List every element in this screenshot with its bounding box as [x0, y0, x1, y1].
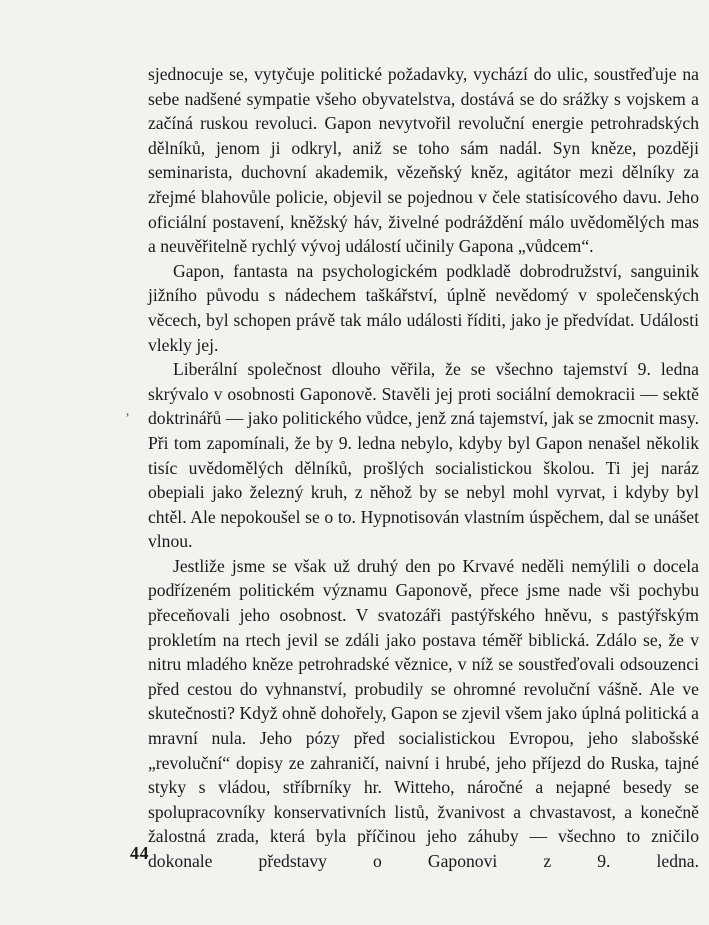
- paragraph-2: Gapon, fantasta na psychologickém podkladě dobrodružství, sanguinik jižního původu s nádechem taškářství, úplně nevědomý v společenských věcech, byl schopen právě tak málo události říditi, jako je předvídat. Události vlekly jej.: [148, 260, 699, 355]
- paragraph-3: Liberální společnost dlouho věřila, že se všechno tajemství 9. ledna skrývalo v osobnosti Gaponově. Stavěli jej proti sociální demokracii — sektě doktrinářů — jako politického vůdce, jenž zná tajemství, jak se zmocnit masy. Při tom zapomínali, že by 9. ledna nebylo, kdyby byl Gapon nenašel několik tisíc uvědomělých dělníků, prošlých socialistickou školou. Ti jej naráz obepiali jako železný kruh, z něhož by se nebyl mohl vyrvat, i kdyby byl chtěl. Ale nepokoušel se o to. Hypnotisován vlastním úspěchem, dal se unášet vlnou.: [148, 359, 699, 552]
- page-number: 44: [130, 843, 149, 863]
- paragraph-4: Jestliže jsme se však už druhý den po Krvavé neděli nemýlili o docela podřízeném politickém významu Gaponově, přece jsme nade vši pochybu přeceňovali jeho osobnost. V svatozáři pastýřského hněvu, s pastýřským prokletím na rtech jevil se zdáli jako postava téměř biblická. Zdálo se, že v nitru mladého kněze petrohradské věznice, v níž se soustřeďovali odsouzenci před cestou do vyhnanství, probudily se ohromné revoluční vášně. Ale ve skutečnosti? Když ohně dohořely, Gapon se zjevil všem jako úplná politická a mravní nula. Jeho pózy před socialistickou Evropou, jeho slabošské „revoluční“ dopisy ze zahraničí, naivní i hrubé, jeho příjezd do Ruska, tajné styky s vládou, stříbrníky hr. Witteho, náročné a nejapné besedy se spolupracovníky konservativních listů, žvanivost a chvastavost, a konečně žalostná zrada, která byla příčinou jeho záhuby — všechno to zničilo dokonale představy o Gaponovi z 9. ledna.: [148, 555, 699, 871]
- paragraph-1: sjednocuje se, vytyčuje politické požadavky, vychází do ulic, soustřeďuje na sebe nadšené sympatie všeho obyvatelstva, dostává se do srážky s vojskem a začíná ruskou revoluci. Gapon nevytvořil revoluční energie petrohradských dělníků, jenom ji odkryl, aniž se toho sám nadál. Syn kněze, později seminarista, duchovní akademik, vězeňský kněz, agitátor mezi dělníky za zřejmé blahovůle policie, objevil se pojednou v čele statisícového davu. Jeho oficiální postavení, kněžský háv, živelné podráždění málo uvědomělých mas a neuvěřitelně rychlý vývoj událostí učinily Gapona „vůdcem“.: [148, 64, 699, 257]
- body-text: [148, 62, 699, 874]
- margin-mark: ,: [126, 403, 130, 418]
